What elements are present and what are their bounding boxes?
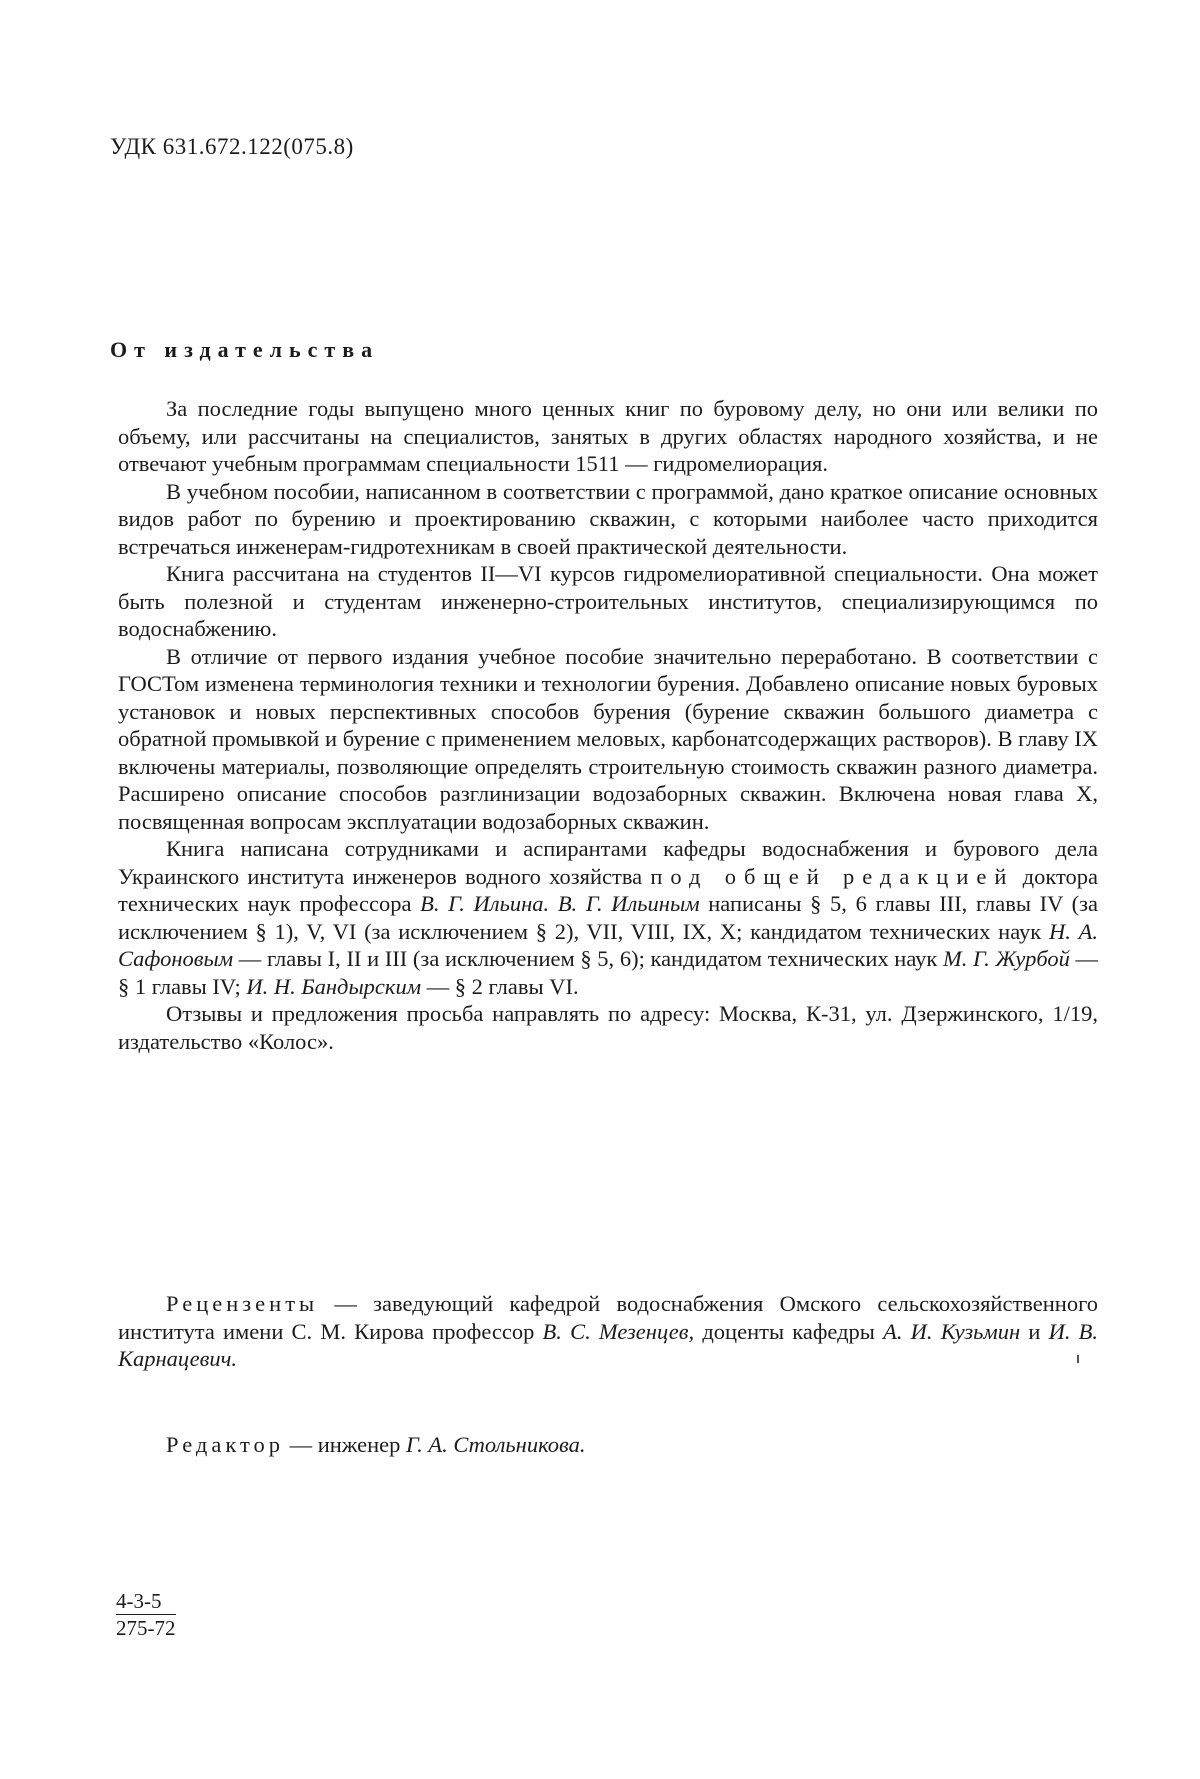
p5-text-l: — § 2 главы VI. [427,974,579,999]
paragraph-6: Отзывы и предложения просьба направлять по адресу: Москва, К-31, ул. Дзержинского, 1/19, издательство «Колос». [118,1000,1098,1055]
editor-line [166,1432,585,1458]
catalog-code [116,1588,176,1641]
author-name-zhurba: М. Г. Журбой [943,946,1070,971]
paragraph-4: В отличие от первого издания учебное пособие значительно переработано. В соответствии с ГОСТом изменена терминология техники и технологии бурения. Добавлено описание новых буровых установок и новых перспективных способов бурения (бурение скважин большого диаметра с обратной промывкой и бурение с применением меловых, карбонатсодержащих растворов). В главу IX включены материалы, позволяющие определять строительную стоимость скважин разного диаметра. Расширено описание способов разглинизации водозаборных скважин. Включена новая глава X, посвященная вопросам эксплуатации водозаборных скважин. [118,643,1098,836]
catalog-code-lower: 275-72 [116,1614,176,1641]
paragraph-2: В учебном пособии, написанном в соответствии с программой, дано краткое описание основных видов работ по бурению и проектированию скважин, с которыми наиболее часто приходится встречаться инженерам-гидротехникам в своей практической деятельности. [118,478,1098,561]
p5-spaced-phrase: под общей редакцией [650,864,1014,889]
reviewers-text-1: — заведующий кафедрой водоснабжения Омского сельскохозяйственного института имени С. М. Кирова профессор [118,1291,1098,1344]
document-page [0,0,1200,1779]
reviewers-block [118,1290,1098,1373]
p5-text-h: — главы I, II и III (за исключением § 5, 6); кандидатом технических наук [239,946,938,971]
p5-text-f: написаны § 5, 6 главы III, главы IV (за исключением § 1), V, VI (за исключением § 2), VII, VIII, IX, X; кандидатом технических наук [118,891,1098,944]
p5-text-j: — § 1 главы IV; [118,946,1098,999]
p5-text-a: Книга написана сотрудниками и аспирантами кафедры водоснабжения и бурового дела Украинского института инженеров водного хозяйства [118,836,1098,889]
udc-code: УДК 631.672.122(075.8) [110,134,354,160]
reviewer-name-2: А. И. Кузьмин [883,1319,1020,1344]
print-speck [1077,1355,1079,1363]
paragraph-3: Книга рассчитана на студентов II—VI курсов гидромелиоративной специальности. Она может быть полезной и студентам инженерно-строительных институтов, специализирующимся по водоснабжению. [118,560,1098,643]
reviewer-name-3: И. В. Карнацевич. [118,1319,1098,1372]
paragraph-5 [118,835,1098,1000]
editor-name-ilyin: В. Г. Ильина. [420,891,549,916]
catalog-code-upper: 4-3-5 [116,1588,176,1614]
publisher-note [118,395,1098,1055]
editor-name: Г. А. Стольникова. [406,1432,585,1457]
reviewers-label: Рецензенты [166,1291,318,1316]
author-name-ilyin: В. Г. Ильиным [558,891,700,916]
section-heading: От издательства [110,337,379,363]
paragraph-1: За последние годы выпущено много ценных книг по буровому делу, но они или велики по объему, или рассчитаны на специалистов, занятых в других областях народного хозяйства, и не отвечают учебным программам специальности 1511 — гидромелиорация. [118,395,1098,478]
author-name-safonov: Н. А. Сафоновым [118,919,1098,972]
editor-label: Редактор [166,1432,284,1457]
reviewer-name-1: В. С. Мезенцев, [543,1319,695,1344]
author-name-bandyrsky: И. Н. Бандырским [246,974,421,999]
editor-text: — инженер [290,1432,401,1457]
reviewers-text-2: доценты кафедры [702,1319,875,1344]
reviewers-text-3: и [1028,1319,1040,1344]
p5-text-c: доктора технических наук профессора [118,864,1098,917]
